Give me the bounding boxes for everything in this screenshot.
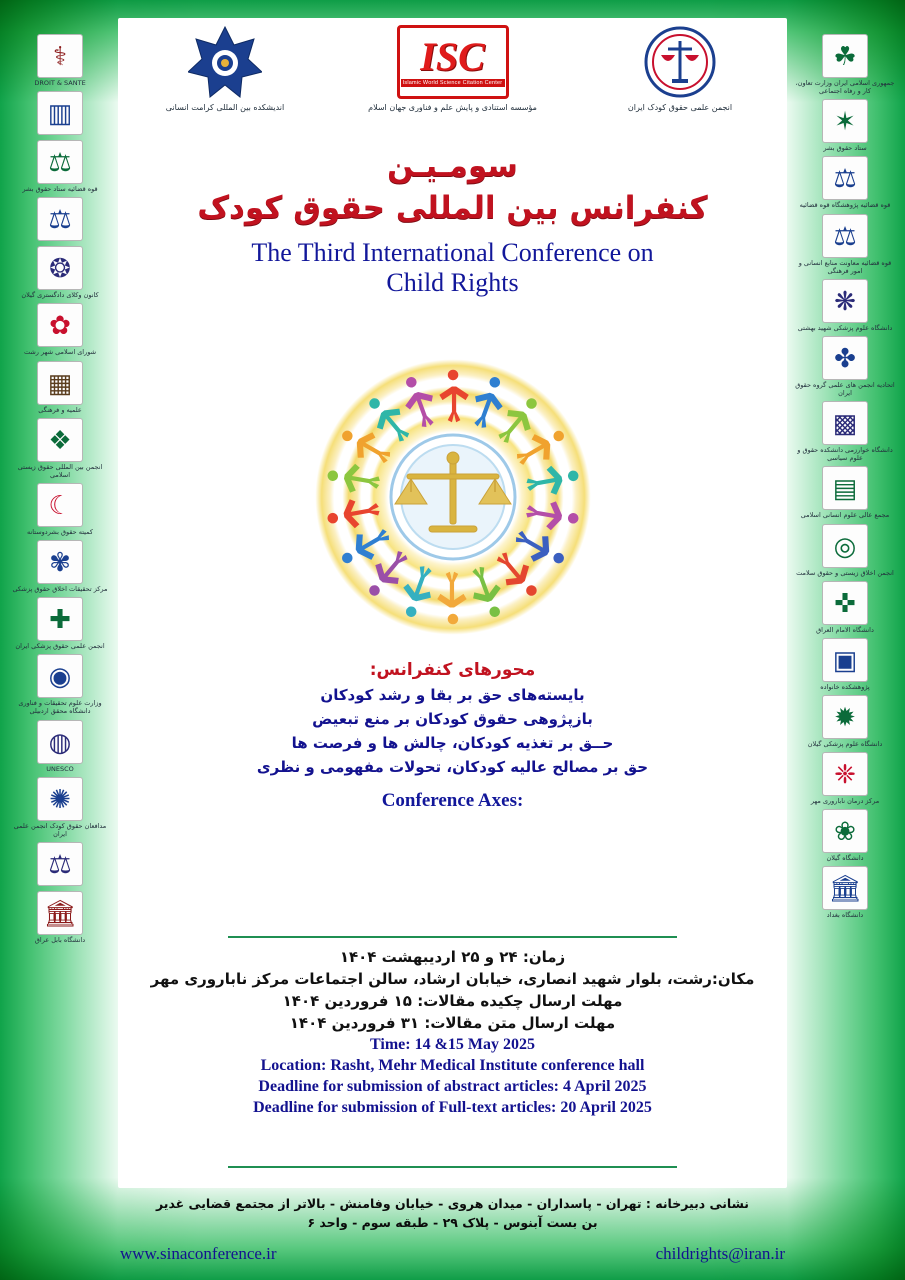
detail-fulltext-deadline-fa: مهلت ارسال متن مقالات: ۳۱ فروردین ۱۴۰۴: [289, 1014, 616, 1032]
gilan-university-logo-icon: ❀: [822, 809, 868, 853]
page-title-en-line2: Child Rights: [386, 267, 519, 297]
scientific-associations-union-logo-caption: اتحادیه انجمن های علمی گروه حقوق ایران: [795, 380, 895, 397]
header-logo-child-rights-caption: انجمن علمی حقوق کودک ایران: [627, 103, 733, 112]
law-political-science-faculty-logo-caption: دانشگاه خوارزمی دانشکده حقوق و علوم سیاسی: [797, 446, 893, 463]
droit-et-sante-logo-icon: ⚕: [37, 34, 83, 78]
conference-axes-section: [160, 660, 745, 812]
poster-title-block: [150, 148, 755, 298]
ministry-science-logo: [10, 654, 110, 715]
axes-title-fa: محورهای کنفرانس:: [369, 660, 536, 680]
judiciary-human-rights-logo: [10, 140, 110, 193]
gilan-medical-university-logo-caption: دانشگاه علوم پزشکی گیلان: [807, 739, 883, 748]
judiciary-research-institute-logo-caption: قوه قضائیه پژوهشگاه قوه قضائیه: [799, 201, 891, 210]
secretariat-address-line1: نشانی دبیرخانه : تهران - پاسداران - میدان هروی - خیابان وفامنش - بالاتر از مجتمع قضایی غدیر: [155, 1196, 750, 1211]
human-rights-headquarters-logo-caption: ستاد حقوق بشر: [823, 144, 867, 153]
shahid-beheshti-medical-university-logo-caption: دانشگاه علوم پزشکی شهید بهشتی: [797, 323, 893, 332]
header-logo-ethics: [130, 24, 320, 113]
details-divider-bottom: [228, 1166, 677, 1168]
ministry-cooperatives-labour-welfare-logo: [795, 34, 895, 95]
babil-university-iraq-logo-caption: دانشگاه بابل عراق: [34, 935, 86, 944]
islamic-council-logo-caption: شورای اسلامی شهر رشت: [23, 348, 97, 357]
poster-footer: [0, 1188, 905, 1280]
unesco-chair-logo-icon: ◍: [37, 720, 83, 764]
medical-ethics-research-center-logo-icon: ✾: [37, 540, 83, 584]
justice-scales-institute-logo-icon: ⚖: [37, 842, 83, 886]
cultural-heritage-logo-caption: علمیه و فرهنگی: [38, 405, 82, 414]
footer-contact-row: [120, 1244, 785, 1264]
website-link[interactable]: www.sinaconference.ir: [120, 1244, 277, 1263]
family-research-institute-logo-icon: ▣: [822, 638, 868, 682]
right-sponsor-logo-column: [791, 34, 899, 1130]
detail-location-en: Location: Rasht, Mehr Medical Institute conference hall: [260, 1057, 645, 1074]
judiciary-provincial-affairs-logo-icon: ⚖: [822, 214, 868, 258]
axes-item-4: حق بر مصالح عالیه کودکان، تحولات مفهومی و نظری: [256, 758, 649, 776]
gilan-medical-university-logo-icon: ✹: [822, 695, 868, 739]
judiciary-human-rights-logo-icon: ⚖: [37, 140, 83, 184]
family-research-institute-logo: [795, 638, 895, 691]
header-logo-row: [130, 24, 775, 142]
scientific-associations-union-logo-icon: ✤: [822, 336, 868, 380]
children-circle-scales-illustration: [303, 352, 603, 642]
unesco-chair-logo-caption: UNESCO: [46, 764, 74, 773]
infertility-center-logo: [795, 752, 895, 805]
red-crescent-logo-icon: ☾: [37, 483, 83, 527]
child-rights-defenders-society-logo-icon: ✺: [37, 777, 83, 821]
cultural-heritage-logo: [10, 361, 110, 414]
human-rights-headquarters-logo: [795, 99, 895, 152]
judiciary-research-institute-logo: [795, 156, 895, 209]
ministry-science-logo-icon: ◉: [37, 654, 83, 698]
child-rights-defenders-society-logo: [10, 777, 110, 838]
header-logo-isc-caption: مؤسسه استنادی و پایش علم و فناوری جهان اسلام: [368, 103, 537, 112]
justice-scales-institute-logo: [10, 842, 110, 887]
email-link[interactable]: childrights@iran.ir: [655, 1244, 785, 1263]
axes-item-2: بازپژوهی حقوق کودکان بر منع تبعیض: [312, 710, 593, 728]
child-rights-defenders-society-logo-caption: مدافعان حقوق کودک انجمن علمی ایران: [13, 821, 107, 838]
bar-association-emblem: [10, 197, 110, 242]
gilan-university-logo-caption: دانشگاه گیلان: [826, 854, 864, 863]
page-title-en-line1: The Third International Conference on: [251, 238, 654, 267]
islamic-human-sciences-assembly-logo: [795, 466, 895, 519]
al-imam-university-iraq-logo-icon: ✜: [822, 581, 868, 625]
iranian-medical-law-association-logo-caption: انجمن علمی حقوق پزشکی ایران: [15, 642, 105, 651]
gilan-bar-association-logo: [10, 246, 110, 299]
ministry-science-logo-caption: وزارت علوم تحقیقات و فناوری دانشگاه محقق اردبیلی: [18, 699, 102, 716]
infertility-center-logo-icon: ❈: [822, 752, 868, 796]
droit-et-sante-logo-caption: DROIT & SANTE: [34, 79, 86, 87]
iranian-medical-law-association-logo-icon: ✚: [37, 597, 83, 641]
unesco-logo-icon: ▥: [37, 91, 83, 135]
gilan-university-logo: [795, 809, 895, 862]
droit-et-sante-logo: [10, 34, 110, 87]
axes-item-1: بایسته‌های حق بر بقا و رشد کودکان: [320, 686, 585, 704]
isc-wordmark: ISC: [420, 33, 485, 79]
family-research-institute-logo-caption: پژوهشکده خانواده: [820, 682, 870, 691]
baghdad-university-logo-icon: 🏛: [822, 866, 868, 910]
medical-ethics-research-center-logo-caption: مرکز تحقیقات اخلاق حقوق پزشکی: [12, 585, 108, 593]
detail-date-en: Time: 14 &15 May 2025: [369, 1036, 535, 1053]
islamic-council-logo: [10, 303, 110, 356]
islamic-human-sciences-assembly-logo-caption: مجمع عالی علوم انسانی اسلامی: [800, 511, 890, 520]
medical-ethics-research-center-logo: [10, 540, 110, 593]
baghdad-university-logo: [795, 866, 895, 919]
header-logo-ethics-caption: اندیشکده بین المللی کرامت انسانی: [165, 103, 285, 112]
detail-location-fa: مکان:رشت، بلوار شهید انصاری، خیابان ارشاد، سالن اجتماعات مرکز ناباروری مهر: [150, 970, 755, 988]
gilan-medical-university-logo: [795, 695, 895, 748]
shahid-beheshti-medical-university-logo: [795, 279, 895, 332]
health-ethics-law-association-logo-caption: انجمن اخلاق زیستی و حقوق سلامت: [796, 568, 894, 577]
human-rights-headquarters-logo-icon: ✶: [822, 99, 868, 143]
babil-university-iraq-logo: [10, 891, 110, 944]
judiciary-research-institute-logo-icon: ⚖: [822, 156, 868, 200]
secretariat-address-line2: بن بست آبنوس - پلاک ۲۹ - طبقه سوم - واحد ۶: [307, 1215, 598, 1231]
islamic-council-logo-icon: ✿: [37, 303, 83, 347]
page-title-fa-line2: کنفرانس بین المللی حقوق کودک: [197, 190, 708, 226]
isc-logo-icon: [397, 24, 509, 100]
detail-date-fa: زمان: ۲۴ و ۲۵ اردیبهشت ۱۴۰۴: [339, 948, 566, 966]
judiciary-provincial-affairs-logo-caption: قوه قضائیه معاونت منابع انسانی و امور فرهنگی: [798, 258, 892, 275]
child-rights-association-icon: [641, 24, 719, 100]
law-political-science-faculty-logo-icon: ▩: [822, 401, 868, 445]
bar-association-emblem-icon: ⚖: [37, 197, 83, 241]
conference-details-section: [150, 948, 755, 1117]
health-ethics-law-association-logo: [795, 524, 895, 577]
gilan-bar-association-logo-icon: ❂: [37, 246, 83, 290]
al-imam-university-iraq-logo: [795, 581, 895, 634]
unesco-logo: [10, 91, 110, 136]
islamic-human-rights-commission-logo-caption: انجمن بین المللی حقوق زیستی اسلامی: [17, 462, 103, 479]
judiciary-human-rights-logo-caption: قوه قضائیه ستاد حقوق بشر: [22, 185, 98, 194]
iranian-medical-law-association-logo: [10, 597, 110, 650]
islamic-human-sciences-assembly-logo-icon: ▤: [822, 466, 868, 510]
header-logo-isc: [358, 24, 548, 113]
red-crescent-logo-caption: کمیته حقوق بشردوستانه: [26, 527, 93, 536]
detail-abstract-deadline-en: Deadline for submission of abstract articles: 4 April 2025: [258, 1078, 647, 1095]
header-logo-child-rights-association: [585, 24, 775, 113]
gilan-bar-association-logo-caption: کانون وکلای دادگستری گیلان: [21, 291, 99, 300]
islamic-human-rights-commission-logo: [10, 418, 110, 479]
baghdad-university-logo-caption: دانشگاه بغداد: [826, 911, 864, 920]
axes-item-3: حــق بر تغذیه کودکان، چالش ها و فرصت ها: [291, 734, 614, 752]
infertility-center-logo-caption: مرکز درمان ناباروری مهر: [810, 797, 880, 805]
red-crescent-logo: [10, 483, 110, 536]
scientific-associations-union-logo: [795, 336, 895, 397]
central-emblem: [303, 352, 603, 642]
ministry-cooperatives-labour-welfare-logo-icon: ☘: [822, 34, 868, 78]
isc-subtitle: Islamic World Science Citation Center: [401, 79, 505, 87]
page-title-fa-line1: سومـیـن: [387, 148, 518, 184]
details-divider-top: [228, 936, 677, 938]
shahid-beheshti-medical-university-logo-icon: ❋: [822, 279, 868, 323]
judiciary-provincial-affairs-logo: [795, 214, 895, 275]
unesco-chair-logo: [10, 720, 110, 773]
babil-university-iraq-logo-icon: 🏛: [37, 891, 83, 935]
cultural-heritage-logo-icon: ▦: [37, 361, 83, 405]
left-sponsor-logo-column: [6, 34, 114, 1130]
ministry-cooperatives-labour-welfare-logo-caption: جمهوری اسلامی ایران وزارت تعاون، کار و رفاه اجتماعی: [795, 79, 895, 96]
health-ethics-law-association-logo-icon: ◎: [822, 524, 868, 568]
detail-fulltext-deadline-en: Deadline for submission of Full-text articles: 20 April 2025: [253, 1099, 652, 1116]
axes-title-en: Conference Axes:: [381, 790, 524, 811]
detail-abstract-deadline-fa: مهلت ارسال چکیده مقالات: ۱۵ فروردین ۱۴۰۴: [282, 992, 623, 1010]
law-political-science-faculty-logo: [795, 401, 895, 462]
islamic-human-rights-commission-logo-icon: ❖: [37, 418, 83, 462]
ethics-star-emblem-icon: [188, 24, 262, 100]
al-imam-university-iraq-logo-caption: دانشگاه الامام العراق: [816, 625, 874, 634]
